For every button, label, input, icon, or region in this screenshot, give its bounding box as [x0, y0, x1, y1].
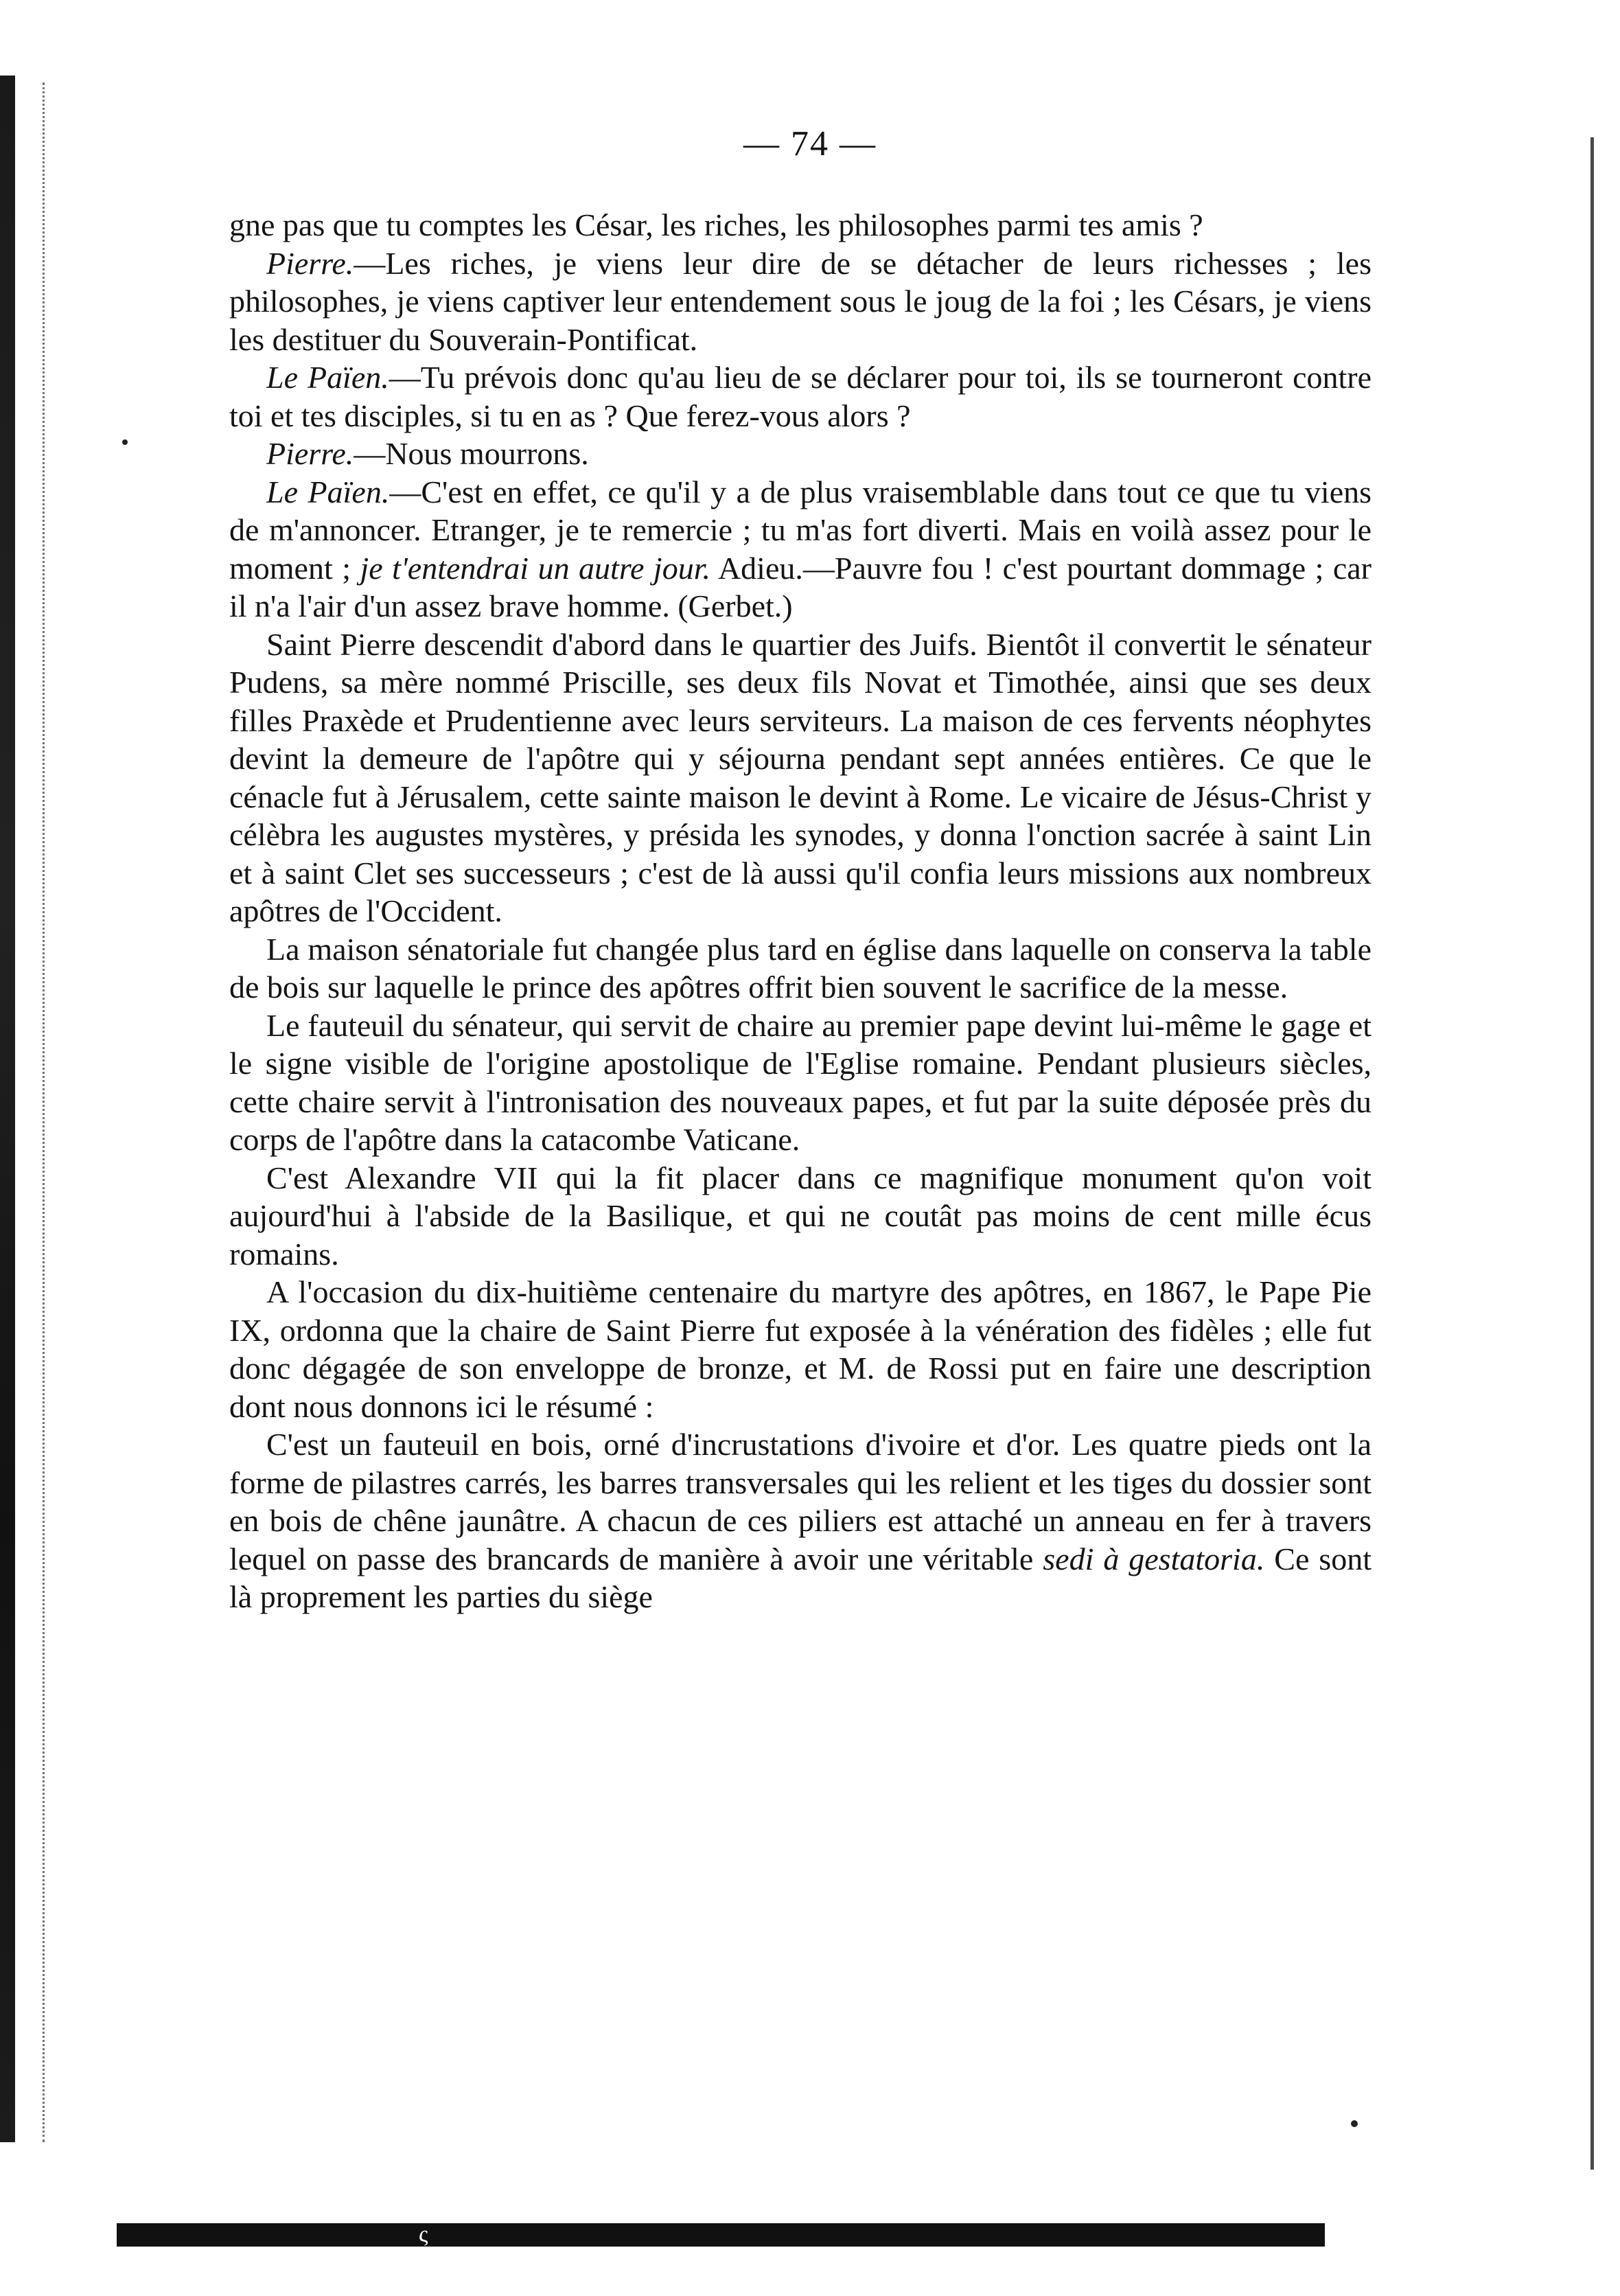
- speaker-name: Le Païen.: [266, 474, 390, 509]
- paragraph: A l'occasion du dix-huitième centenaire du martyre des apôtres, en 1867, le Pape Pie IX, ordonna que la chaire de Saint Pierre fut exposée à la vénération des fidèles ; elle fut donc dégagée de son enveloppe de bronze, et M. de Rossi put en faire une description dont nous donnons ici le résumé :: [229, 1274, 1372, 1424]
- scan-right-edge: [1590, 137, 1608, 2170]
- bottom-mark: ς: [419, 2222, 428, 2247]
- paragraph: Le fauteuil du sénateur, qui servit de chaire au premier pape devint lui-même le gage et le signe visible de l'origine apostolique de l'Eglise romaine. Pendant plusieurs siècles, cette chaire servit à l'intronisation des nouveaux papes, et fut par la suite déposée près du corps de l'apôtre dans la catacombe Vaticane.: [229, 1007, 1372, 1157]
- dialogue-text: —Tu prévois donc qu'au lieu de se déclarer pour toi, ils se tourneront contre toi et tes disciples, si tu en as ? Que ferez-vous alors ?: [229, 360, 1372, 433]
- speaker-name: Le Païen.: [266, 360, 389, 395]
- paragraph: [229, 1425, 1372, 1616]
- page-body: [229, 206, 1372, 1616]
- italic-phrase: je t'entendrai un autre jour.: [360, 550, 710, 586]
- paragraph: C'est Alexandre VII qui la fit placer dans ce magnifique monument qu'on voit aujourd'hui à l'abside de la Basilique, et qui ne coutât pas moins de cent mille écus romains.: [229, 1160, 1372, 1272]
- dialogue-line: [229, 358, 1372, 435]
- dialogue-line: [229, 473, 1372, 625]
- scan-page-edge: [43, 82, 50, 2142]
- dialogue-text: —C'est en effet, ce qu'il y a de plus vraisemblable dans tout ce que tu viens de m'annoncer. Etranger, je te remercie ; tu m'as fort diverti. Mais en voilà assez pour le moment ;: [229, 474, 1372, 586]
- dialogue-line: [229, 244, 1372, 359]
- paragraph-text: C'est un fauteuil en bois, orné d'incrustations d'ivoire et d'or. Les quatre pieds ont la forme de pilastres carrés, les barres transversales qui les relient et les tiges du dossier sont en bois de chêne jaunâtre. A chacun de ces piliers est attaché un anneau en fer à travers lequel on passe des brancards de manière à avoir une véritable: [229, 1427, 1372, 1576]
- dialogue-text: —Les riches, je viens leur dire de se détacher de leurs richesses ; les philosophes, je viens captiver leur entendement sous le joug de la foi ; les Césars, je viens les destituer du Souverain-Pontificat.: [229, 245, 1372, 357]
- paragraph: La maison sénatoriale fut changée plus tard en église dans laquelle on conserva la table de bois sur laquelle le prince des apôtres offrit bien souvent le sacrifice de la messe.: [229, 931, 1372, 1004]
- dialogue-text: Adieu.—Pauvre fou ! c'est pourtant dommage ; car il n'a l'air d'un assez brave homme. (Gerbet.): [229, 550, 1372, 623]
- scan-speck: [1351, 2120, 1358, 2127]
- italic-phrase: sedi à gestatoria.: [1043, 1541, 1265, 1576]
- paragraph: gne pas que tu comptes les César, les riches, les philosophes parmi tes amis ?: [229, 207, 1203, 242]
- scan-binding-shadow: [0, 76, 15, 2142]
- paragraph: Saint Pierre descendit d'abord dans le quartier des Juifs. Bientôt il convertit le sénateur Pudens, sa mère nommé Priscille, ses deux fils Novat et Timothée, ainsi que ses deux filles Praxède et Prudentienne avec leurs serviteurs. La maison de ces fervents néophytes devint la demeure de l'apôtre qui y séjourna pendant sept années entières. Ce que le cénacle fut à Jérusalem, cette sainte maison le devint à Rome. Le vicaire de Jésus-Christ y célèbra les augustes mystères, y présida les synodes, y donna l'onction sacrée à saint Lin et à saint Clet ses successeurs ; c'est de là aussi qu'il confia leurs missions aux nombreux apôtres de l'Occident.: [229, 626, 1372, 928]
- scan-speck: [122, 439, 128, 445]
- speaker-name: Pierre.: [266, 245, 354, 281]
- scan-bottom-bar: [117, 2223, 1325, 2247]
- dialogue-text: —Nous mourrons.: [354, 436, 589, 471]
- page-number: — 74 —: [743, 124, 877, 163]
- paragraph-text: Ce sont là proprement les parties du siège: [229, 1541, 1372, 1614]
- speaker-name: Pierre.: [266, 436, 354, 471]
- dialogue-line: [229, 435, 1372, 473]
